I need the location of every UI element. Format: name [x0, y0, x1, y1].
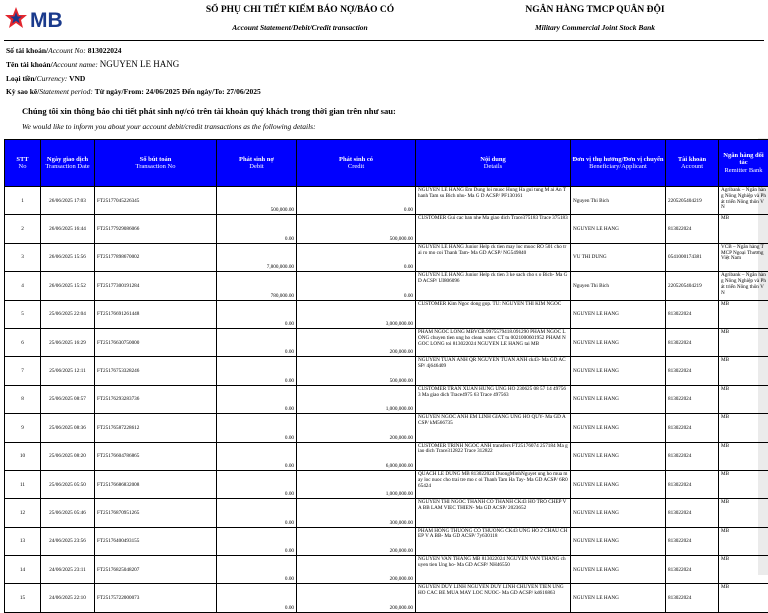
row-transaction-no: FT25176825048207 — [95, 556, 217, 584]
column-header-vi: Phát sinh nợ — [218, 156, 295, 164]
account-number-label-vi: Số tài khoản/ — [6, 46, 48, 55]
row-no: 6 — [5, 328, 41, 356]
account-number-label-en: Account No: — [48, 46, 86, 55]
table-row — [5, 470, 768, 498]
column-header-transaction-no — [95, 140, 217, 187]
row-beneficiary: NGUYEN LE HANG — [571, 414, 666, 442]
row-remitter-bank: MB — [719, 470, 768, 498]
row-beneficiary: NGUYEN LE HANG — [571, 470, 666, 498]
row-transaction-no: FT25177929086066 — [95, 215, 217, 243]
column-header-vi: Tài khoản — [667, 156, 717, 164]
row-date: 25/06/2025 05:50 — [41, 470, 95, 498]
table-row — [5, 328, 768, 356]
account-name-label-vi: Tên tài khoản/ — [6, 60, 53, 69]
row-details: PHAM NGOC LONG MBVCB.9975579418.091290 PHAM NGOC L ONG chuyen tien ung ho clean water. CT tu 0021000601952 PHAM NGOC LONG toi 813022024 NGUYEN LE HANG tai MB — [416, 328, 571, 356]
row-transaction-no: FT25176400493155 — [95, 527, 217, 555]
row-date: 24/06/2025 23:11 — [41, 556, 95, 584]
row-remitter-bank: MB — [719, 584, 768, 612]
row-debit: 0.00 — [217, 385, 297, 413]
row-account: 813022024 — [666, 328, 719, 356]
column-header-vi: Số bút toán — [96, 156, 215, 164]
table-row — [5, 300, 768, 328]
statement-title-en: Account Statement/Debit/Credit transaction — [180, 22, 420, 34]
row-no: 8 — [5, 385, 41, 413]
row-account: 813022024 — [666, 442, 719, 470]
row-details: CUSTOMER TRINH NGOC ANH transfers FT25176074 257184 Ma giao dich Trace312822 Trace 312822 — [416, 442, 571, 470]
column-header-credit — [297, 140, 416, 187]
row-no: 10 — [5, 442, 41, 470]
row-remitter-bank: MB — [719, 499, 768, 527]
row-beneficiary: NGUYEN LE HANG — [571, 300, 666, 328]
row-remitter-bank: MB — [719, 556, 768, 584]
row-date: 26/06/2025 15:52 — [41, 272, 95, 300]
row-remitter-bank: MB — [719, 442, 768, 470]
account-name-label-en: Account name: — [53, 60, 98, 69]
row-no: 2 — [5, 215, 41, 243]
row-debit: 0.00 — [217, 300, 297, 328]
account-number-value: 813022024 — [88, 46, 122, 55]
row-transaction-no: FT25176870951265 — [95, 499, 217, 527]
row-account: 813022024 — [666, 300, 719, 328]
row-debit: 0.00 — [217, 442, 297, 470]
column-header-vi: Ngày giao dịch — [42, 156, 93, 164]
column-header-beneficiary — [571, 140, 666, 187]
table-body — [5, 187, 768, 613]
row-transaction-no: FT25176691261448 — [95, 300, 217, 328]
star-icon — [5, 7, 27, 28]
row-debit: 500,000.00 — [217, 187, 297, 215]
row-date: 25/06/2025 08:57 — [41, 385, 95, 413]
row-date: 24/06/2025 23:56 — [41, 527, 95, 555]
row-date: 26/06/2025 17:03 — [41, 187, 95, 215]
row-no: 14 — [5, 556, 41, 584]
row-transaction-no: FT25175722000073 — [95, 584, 217, 612]
row-details: QUACH LE DUNG MB 813022024 DuongMinhNguyet ung ho mua may loc nuoc cho trai tre mo c oi Thanh Tam Ha Tay- Ma GD ACSP/ 6R065424 — [416, 470, 571, 498]
column-header-account — [666, 140, 719, 187]
currency-label-vi: Loại tiền/ — [6, 74, 37, 83]
row-credit: 300,000.00 — [297, 499, 416, 527]
row-account: 2205205404219 — [666, 272, 719, 300]
row-transaction-no: FT25176753328246 — [95, 357, 217, 385]
header-divider — [4, 40, 764, 41]
row-date: 26/06/2025 15:56 — [41, 243, 95, 271]
row-date: 25/06/2025 12:11 — [41, 357, 95, 385]
notice-vi: Chúng tôi xin thông báo chi tiết phát sinh nợ/có trên tài khoản quý khách trong thời gian trên như sau: — [22, 106, 396, 116]
row-details: CUSTOMER TRAN XUAN HUNG UNG HO 230625 08 57 14 497563 Ma giao dich Trace4975 63 Trace 497563 — [416, 385, 571, 413]
row-remitter-bank: MB — [719, 414, 768, 442]
row-account: 0541000174381 — [666, 243, 719, 271]
row-transaction-no: FT25177898670002 — [95, 243, 217, 271]
row-transaction-no: FT25176686832008 — [95, 470, 217, 498]
mb-logo — [4, 6, 72, 32]
row-no: 4 — [5, 272, 41, 300]
row-debit: 0.00 — [217, 215, 297, 243]
row-beneficiary: Nguyen Thi Bich — [571, 272, 666, 300]
currency-line — [6, 74, 85, 83]
row-transaction-no: FT25176630750000 — [95, 328, 217, 356]
row-debit: 0.00 — [217, 584, 297, 612]
row-date: 26/06/2025 16:44 — [41, 215, 95, 243]
row-debit: 0.00 — [217, 470, 297, 498]
row-date: 25/06/2025 08:20 — [41, 442, 95, 470]
row-remitter-bank: Agribank – Ngân hàng Nông Nghiệp và Phát triển Nông thôn VN — [719, 187, 768, 215]
row-account: 813022024 — [666, 357, 719, 385]
column-header-debit — [217, 140, 297, 187]
row-no: 15 — [5, 584, 41, 612]
row-beneficiary: NGUYEN LE HANG — [571, 584, 666, 612]
row-credit: 200,000.00 — [297, 527, 416, 555]
row-beneficiary: VU THI DUNG — [571, 243, 666, 271]
row-details: NGUYEN LE HANG Junior Help ck tien 3 ke sach cho s o Bich- Ma GD ACSP/ UI806096 — [416, 272, 571, 300]
row-debit: 0.00 — [217, 357, 297, 385]
row-transaction-no: FT25176587228612 — [95, 414, 217, 442]
bank-name-vi: NGÂN HÀNG TMCP QUÂN ĐỘI — [500, 4, 690, 16]
table-row — [5, 442, 768, 470]
column-header-vi: Phát sinh có — [298, 156, 414, 164]
column-header-no — [5, 140, 41, 187]
row-date: 25/06/2025 16:29 — [41, 328, 95, 356]
column-header-en: Details — [417, 163, 569, 171]
row-details: PHAM HONG THUONG CO THUONG CK43 UNG HO 2 CHAU CHEP V A BB- Ma GD ACSP/ 7y630118 — [416, 527, 571, 555]
column-header-transaction-date — [41, 140, 95, 187]
column-header-vi: STT — [6, 156, 39, 164]
row-details: NGUYEN THI NGOC THANH CO THANH CK43 HO TRO CHEP VA BB LAM VIEC THIEN- Ma GD ACSP/ 2023652 — [416, 499, 571, 527]
row-no: 12 — [5, 499, 41, 527]
row-credit: 500,000.00 — [297, 215, 416, 243]
table-row — [5, 584, 768, 612]
table-row — [5, 527, 768, 555]
row-no: 1 — [5, 187, 41, 215]
table-row — [5, 215, 768, 243]
period-label-en: Statement period: — [39, 87, 93, 96]
row-debit: 0.00 — [217, 527, 297, 555]
row-debit: 7,800,000.00 — [217, 243, 297, 271]
table-header-row — [5, 140, 768, 187]
table-row — [5, 187, 768, 215]
row-date: 24/06/2025 22:10 — [41, 584, 95, 612]
period-line — [6, 87, 261, 96]
row-credit: 3,000,000.00 — [297, 300, 416, 328]
row-credit: 1,000,000.00 — [297, 470, 416, 498]
row-beneficiary: NGUYEN LE HANG — [571, 328, 666, 356]
row-details: NGUYEN LE HANG Em Dung loi muoc Hung Ha gui tung M ai An Thanh Tam su Bich nhu- Ma G D ACSP/ PF130161 — [416, 187, 571, 215]
column-header-remitter-bank — [719, 140, 768, 187]
row-no: 13 — [5, 527, 41, 555]
column-header-vi: Đơn vị thụ hưởng/Đơn vị chuyển — [572, 156, 664, 164]
table-row — [5, 385, 768, 413]
row-account: 813022024 — [666, 385, 719, 413]
table-row — [5, 357, 768, 385]
row-account: 813022024 — [666, 499, 719, 527]
row-details: NGUYEN LE HANG Junior Help ck tien may loc muoc RO 501 cho trai ro mo coi Thanh Tam- Ma GD ACSP/ NG549840 — [416, 243, 571, 271]
table-row — [5, 243, 768, 271]
row-no: 3 — [5, 243, 41, 271]
row-details: NGUYEN DUY LINH NGUYEN DUY LINH CHUYEN TIEN UNG HO CAC BE MUA MAY LOC NUOC- Ma GD ACSP/ kd616863 — [416, 584, 571, 612]
row-transaction-no: FT25177045226345 — [95, 187, 217, 215]
row-beneficiary: NGUYEN LE HANG — [571, 442, 666, 470]
row-beneficiary: NGUYEN LE HANG — [571, 527, 666, 555]
row-remitter-bank: MB — [719, 527, 768, 555]
row-debit: 0.00 — [217, 499, 297, 527]
row-remitter-bank: MB — [719, 300, 768, 328]
row-remitter-bank: Agribank – Ngân hàng Nông Nghiệp và Phát triển Nông thôn VN — [719, 272, 768, 300]
row-date: 25/06/2025 08:36 — [41, 414, 95, 442]
row-credit: 200,000.00 — [297, 584, 416, 612]
row-account: 813022024 — [666, 470, 719, 498]
table-row — [5, 272, 768, 300]
row-details: CUSTOMER Gui cac ban nhe Ma giao dich Trace375183 Trace 375183 — [416, 215, 571, 243]
row-credit: 0.00 — [297, 187, 416, 215]
row-account: 813022024 — [666, 584, 719, 612]
row-debit: 0.00 — [217, 414, 297, 442]
bank-header — [500, 4, 690, 34]
column-header-vi: Nội dung — [417, 156, 569, 164]
row-details: CUSTOMER Kim Ngoc dong gop. TU: NGUYEN THI KIM NGOC — [416, 300, 571, 328]
column-header-en: Transaction Date — [42, 163, 93, 171]
row-remitter-bank: MB — [719, 357, 768, 385]
row-remitter-bank: MB — [719, 215, 768, 243]
period-label-vi: Kỳ sao kê/ — [6, 87, 39, 96]
account-name-line — [6, 60, 179, 69]
table-row — [5, 556, 768, 584]
bank-name-en: Military Commercial Joint Stock Bank — [500, 22, 690, 34]
column-header-en: Credit — [298, 163, 414, 171]
row-account: 2205205404219 — [666, 187, 719, 215]
column-header-en: Debit — [218, 163, 295, 171]
period-value: Từ ngày/From: 24/06/2025 Đến ngày/To: 27/06/2025 — [95, 87, 261, 96]
column-header-en: No — [6, 163, 39, 171]
row-beneficiary: NGUYEN LE HANG — [571, 556, 666, 584]
column-header-en: Transaction No — [96, 163, 215, 171]
transactions-table — [4, 139, 768, 613]
row-credit: 500,000.00 — [297, 357, 416, 385]
row-no: 11 — [5, 470, 41, 498]
row-details: NGUYEN VAN THANG MB 813022024 NGUYEN VAN THANG chuyen tien Ung ho- Ma GD ACSP/ NH46550 — [416, 556, 571, 584]
row-beneficiary: NGUYEN LE HANG — [571, 215, 666, 243]
statement-header — [180, 4, 420, 34]
row-details: NGUYEN TUAN ANH QR NGUYEN TUAN ANH ck43- Ma GD AC SP/ 4j646409 — [416, 357, 571, 385]
row-account: 813022024 — [666, 414, 719, 442]
row-beneficiary: Nguyen Thi Bich — [571, 187, 666, 215]
row-credit: 0.00 — [297, 272, 416, 300]
row-no: 9 — [5, 414, 41, 442]
row-remitter-bank: MB — [719, 385, 768, 413]
row-transaction-no: FT25176604786865 — [95, 442, 217, 470]
column-header-en: Remitter Bank — [720, 167, 767, 175]
account-name-value: NGUYEN LE HANG — [100, 59, 180, 69]
column-header-en: Beneficiary/Applicant — [572, 163, 664, 171]
row-credit: 0.00 — [297, 243, 416, 271]
currency-label-en: Currency: — [37, 74, 68, 83]
account-number-line — [6, 46, 121, 55]
row-no: 5 — [5, 300, 41, 328]
row-transaction-no: FT25177300191284 — [95, 272, 217, 300]
row-transaction-no: FT25176293283736 — [95, 385, 217, 413]
row-remitter-bank: MB — [719, 328, 768, 356]
notice-en: We would like to inform you about your account debit/credit transactions as the following details: — [22, 122, 316, 131]
row-details: NGUYEN NGOC ANH EM LINH GIANG UNG HO QUY- Ma GD ACSP/ kM566735 — [416, 414, 571, 442]
currency-value: VND — [69, 74, 85, 83]
row-account: 813022024 — [666, 527, 719, 555]
column-header-vi: Ngân hàng đối tác — [720, 152, 767, 167]
row-debit: 0.00 — [217, 556, 297, 584]
logo-text: MB — [30, 9, 63, 32]
row-beneficiary: NGUYEN LE HANG — [571, 357, 666, 385]
column-header-details — [416, 140, 571, 187]
row-date: 25/06/2025 05:46 — [41, 499, 95, 527]
row-beneficiary: NGUYEN LE HANG — [571, 385, 666, 413]
row-account: 813022024 — [666, 556, 719, 584]
row-date: 25/06/2025 22:04 — [41, 300, 95, 328]
row-credit: 6,000,000.00 — [297, 442, 416, 470]
row-debit: 780,000.00 — [217, 272, 297, 300]
row-credit: 200,000.00 — [297, 414, 416, 442]
row-beneficiary: NGUYEN LE HANG — [571, 499, 666, 527]
column-header-en: Account — [667, 163, 717, 171]
table-row — [5, 499, 768, 527]
row-credit: 200,000.00 — [297, 556, 416, 584]
row-no: 7 — [5, 357, 41, 385]
table-row — [5, 414, 768, 442]
row-remitter-bank: VCB – Ngân hàng TMCP Ngoại Thương Việt Nam — [719, 243, 768, 271]
row-account: 813022024 — [666, 215, 719, 243]
row-debit: 0.00 — [217, 328, 297, 356]
row-credit: 200,000.00 — [297, 328, 416, 356]
row-credit: 1,000,000.00 — [297, 385, 416, 413]
statement-title-vi: SỔ PHỤ CHI TIẾT KIẾM BÁO NỢ/BÁO CÓ — [180, 4, 420, 16]
